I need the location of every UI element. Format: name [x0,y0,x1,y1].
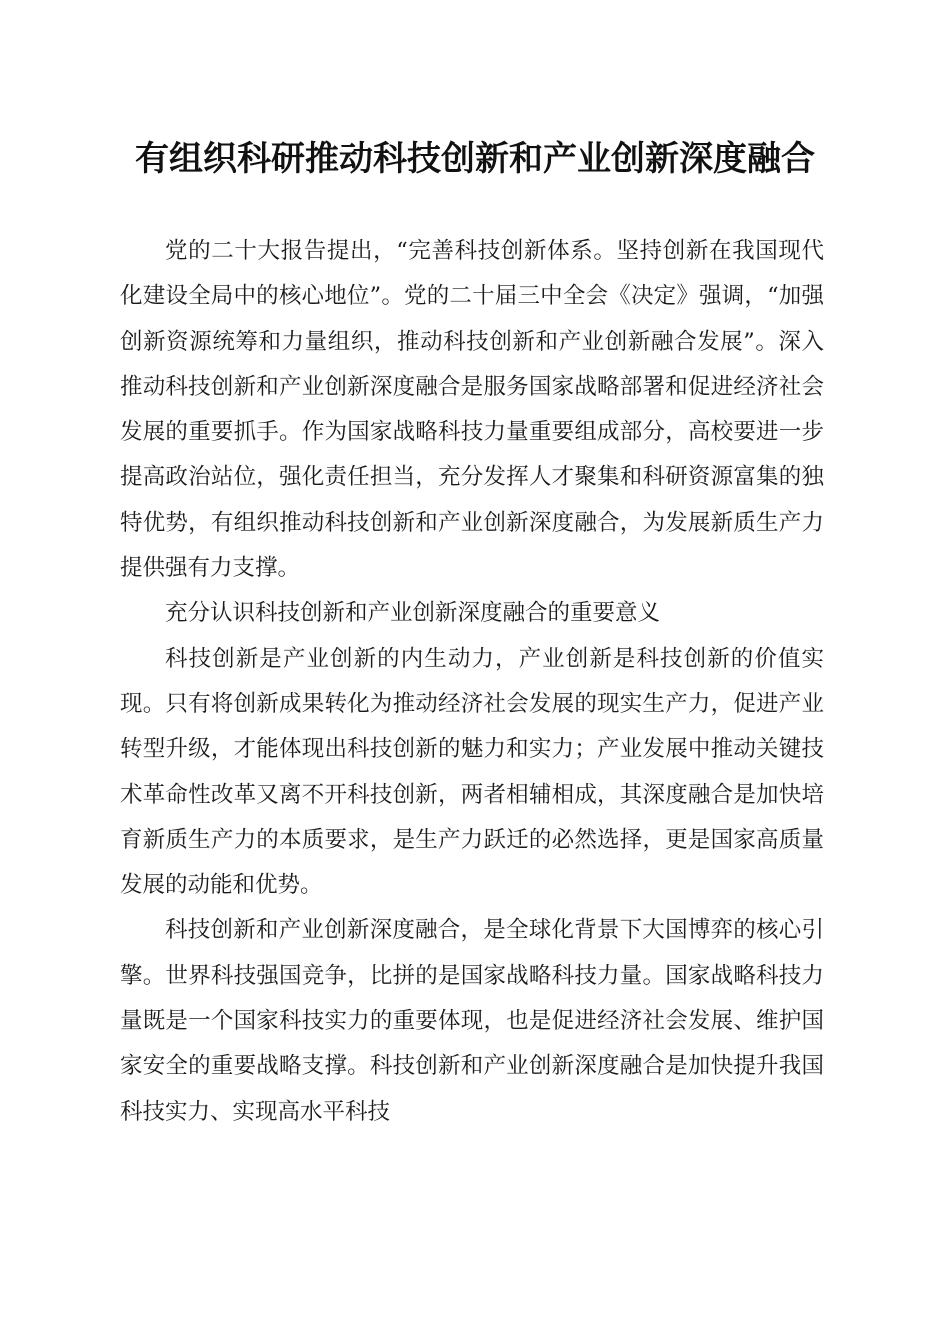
document-title: 有组织科研推动科技创新和产业创新深度融合 [135,139,815,179]
section-heading: 充分认识科技创新和产业创新深度融合的重要意义 [165,600,661,627]
paragraph-global-competition: 科技创新和产业创新深度融合，是全球化背景下大国博弈的核心引擎。世界科技强国竞争，比拼的是国家战略科技力量。国家战略科技力量既是一个国家科技实力的重要体现，也是促进经济社会发展、维护国家安全的重要战略支撑。科技创新和产业创新深度融合是加快提升我国科技实力、实现高水平科技 [120,917,824,1125]
document-body [120,229,824,1135]
paragraph-significance: 科技创新是产业创新的内生动力，产业创新是科技创新的价值实现。只有将创新成果转化为推动经济社会发展的现实生产力，促进产业转型升级，才能体现出科技创新的魅力和实力；产业发展中推动关键技术革命性改革又离不开科技创新，两者相辅相成，其深度融合是加快培育新质生产力的本质要求，是生产力跃迁的必然选择，更是国家高质量发展的动能和优势。 [120,645,824,899]
paragraph-intro: 党的二十大报告提出，“完善科技创新体系。坚持创新在我国现代化建设全局中的核心地位”。党的二十届三中全会《决定》强调，“加强创新资源统筹和力量组织，推动科技创新和产业创新融合发展”。深入推动科技创新和产业创新深度融合是服务国家战略部署和促进经济社会发展的重要抓手。作为国家战略科技力量重要组成部分，高校要进一步提高政治站位，强化责任担当，充分发挥人才聚集和科研资源富集的独特优势，有组织推动科技创新和产业创新深度融合，为发展新质生产力提供强有力支撑。 [120,238,824,582]
